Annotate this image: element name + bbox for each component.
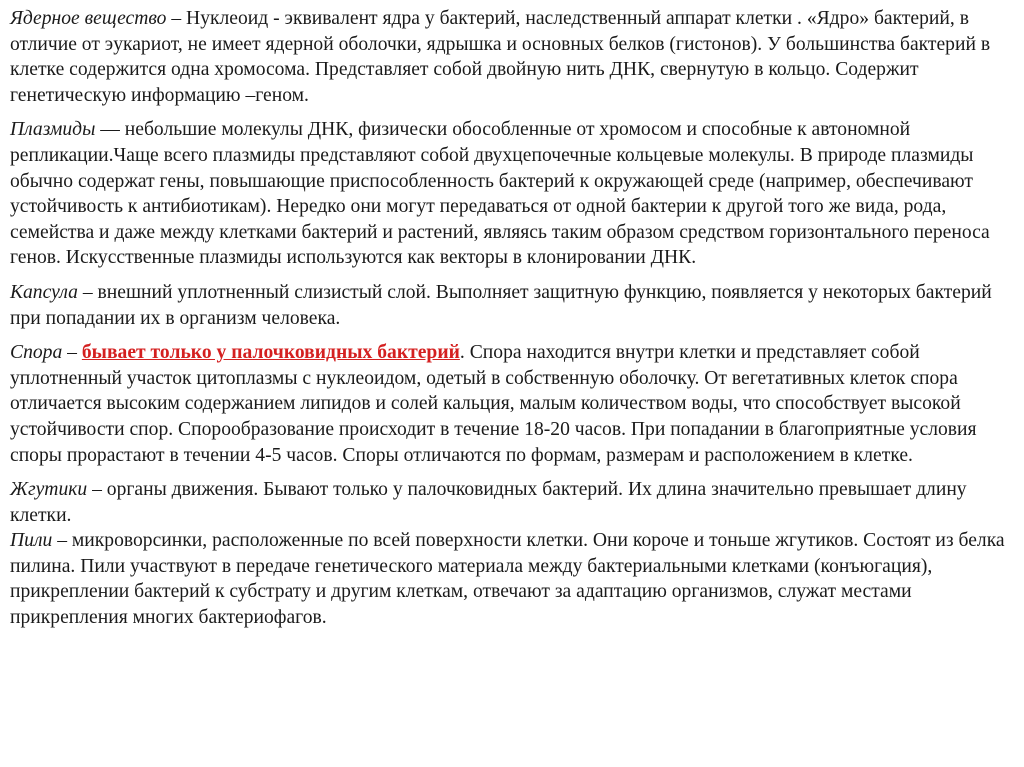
term-flagella: Жгутики (10, 479, 88, 501)
text-flagella: – органы движения. Бывают только у палочковидных бактерий. Их длина значительно превышает длину клетки. (10, 479, 967, 526)
paragraph-nucleoid (10, 6, 1008, 108)
paragraph-spore (10, 340, 1008, 468)
text-pili: – микроворсинки, расположенные по всей поверхности клетки. Они короче и тоньше жгутиков. Состоят из белка пилина. Пили участвуют в передаче генетического материала между бактериальными клетками (конъюгация), прикреплении бактерий к субстрату и другим клеткам, отвечают за адаптацию организмов, служат местами прикрепления многих бактериофагов. (10, 530, 1005, 629)
text-capsule: – внешний уплотненный слизистый слой. Выполняет защитную функцию, появляется у некоторых бактерий при попадании их в организм человека. (10, 281, 992, 329)
term-plasmids: Плазмиды (10, 119, 96, 141)
term-nucleoid: Ядерное вещество (10, 8, 167, 29)
text-plasmids: — небольшие молекулы ДНК, физически обособленные от хромосом и способные к автономной репликации.Чаще всего плазмиды представляют собой двухцепочечные кольцевые молекулы. В природе плазмиды обычно содержат гены, повышающие приспособленность бактерий к окружающей среде (например, обеспечивают устойчивость к антибиотикам). Нередко они могут передаваться от одной бактерии к другой того же вида, рода, семейства и даже между клетками бактерий и растений, являясь таким образом средством горизонтального переноса генов. Искусственные плазмиды используются как векторы в клонировании ДНК. (10, 119, 990, 269)
highlight-spore: бывает только у палочковидных бактерий (81, 342, 460, 364)
text-spore: . Спора находится внутри клетки и представляет собой уплотненный участок цитоплазмы с нуклеоидом, одетый в собственную оболочку. От вегетативных клеток спора отличается высоким содержанием липидов и солей кальция, малым количеством воды, что способствует высокой устойчивости спор. Спорообразование происходит в течение 18-20 часов. При попадании в благоприятные условия споры прорастают в течении 4-5 часов. Споры отличаются по формам, размерам и расположением в клетке. (10, 342, 977, 466)
paragraph-capsule (10, 280, 1008, 331)
paragraph-plasmids (10, 117, 1008, 271)
term-spore: Спора (10, 342, 63, 364)
text-nucleoid: – Нуклеоид - эквивалент ядра у бактерий, наследственный аппарат клетки . «Ядро» бактерий, в отличие от эукариот, не имеет ядерной оболочки, ядрышка и основных белков (гистонов). У большинства бактерий в клетке содержится одна хромосома. Представляет собой двойную нить ДНК, свернутую в кольцо. Содержит генетическую информацию –геном. (10, 8, 991, 106)
dash-spore: – (62, 342, 82, 364)
paragraph-flagella (10, 477, 1008, 528)
paragraph-pili (10, 528, 1008, 630)
term-pili: Пили (10, 530, 53, 552)
term-capsule: Капсула (10, 281, 78, 303)
